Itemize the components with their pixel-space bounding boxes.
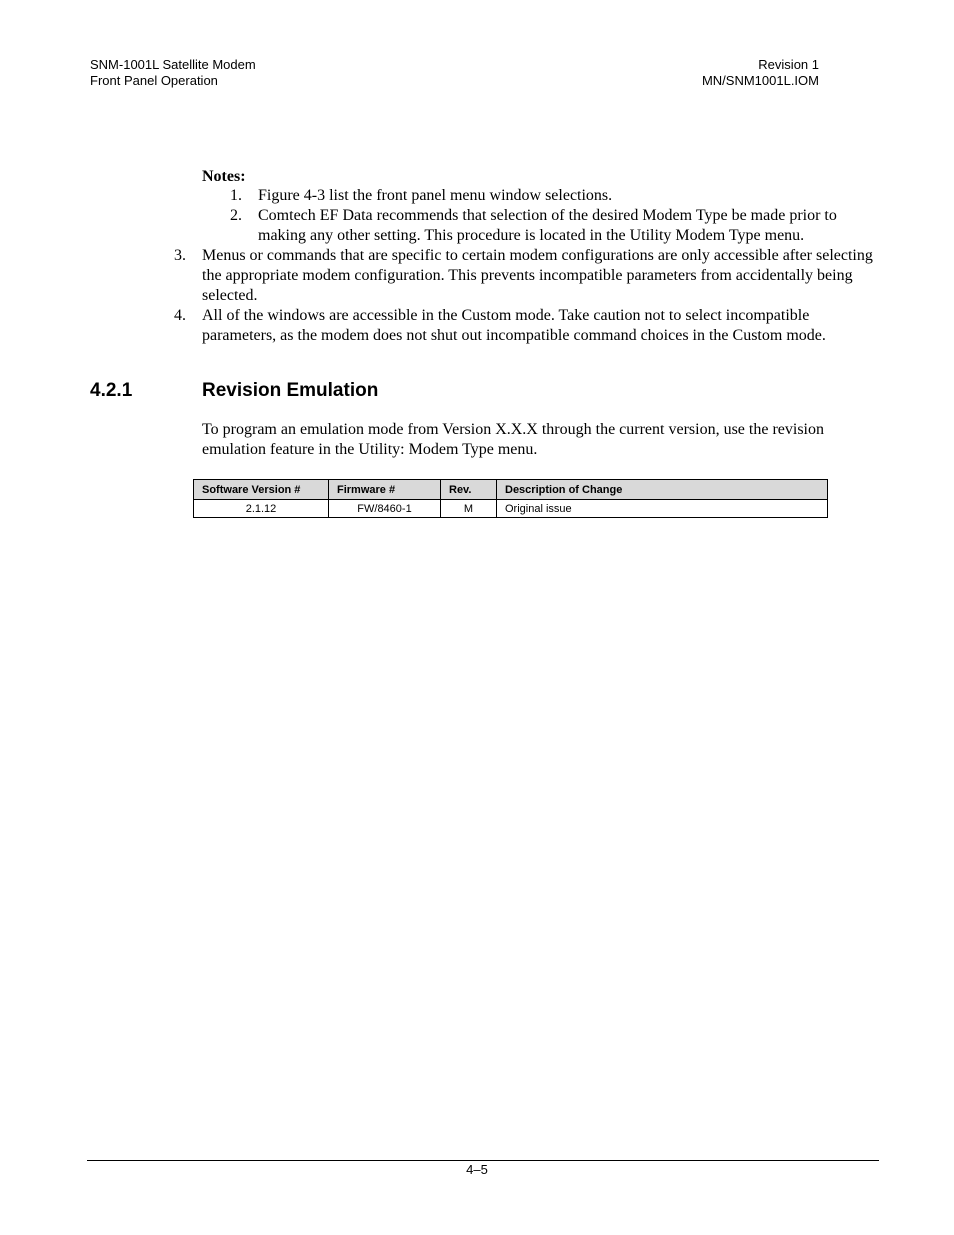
page-header-right bbox=[702, 57, 819, 89]
column-header-software-version: Software Version # bbox=[194, 480, 329, 500]
page-number: 4–5 bbox=[466, 1162, 488, 1177]
notes-list-outdented bbox=[174, 246, 874, 346]
revision-table bbox=[193, 479, 828, 518]
list-item bbox=[230, 186, 870, 206]
notes-heading: Notes: bbox=[202, 168, 246, 185]
column-header-firmware: Firmware # bbox=[329, 480, 441, 500]
column-header-rev: Rev. bbox=[441, 480, 497, 500]
document-number: MN/SNM1001L.IOM bbox=[701, 73, 819, 88]
list-item-text: Menus or commands that are specific to certain modem configurations are only accessible after selecting the appropriate modem configuration. This prevents incompatible parameters from accidentally being selected. bbox=[202, 247, 873, 304]
table-header-row bbox=[194, 480, 828, 500]
section-paragraph: To program an emulation mode from Version X.X.X through the current version, use the revision emulation feature in the Utility: Modem Type menu. bbox=[202, 421, 824, 458]
list-item bbox=[230, 206, 870, 246]
list-item bbox=[174, 306, 874, 346]
list-item-text: All of the windows are accessible in the Custom mode. Take caution not to select incompatible parameters, as the modem does not shut out incompatible command choices in the Custom mode. bbox=[202, 307, 826, 344]
cell-software-version: 2.1.12 bbox=[194, 500, 329, 518]
list-item-number: 3. bbox=[174, 247, 186, 264]
list-item-number: 2. bbox=[230, 207, 242, 224]
section-number: 4.2.1 bbox=[90, 380, 133, 401]
section-title: Revision Emulation bbox=[202, 380, 379, 401]
page-header-left bbox=[90, 57, 256, 89]
chapter-title: Front Panel Operation bbox=[90, 73, 218, 88]
list-item bbox=[174, 246, 874, 306]
list-item-number: 1. bbox=[230, 187, 242, 204]
revision-label: Revision 1 bbox=[758, 57, 819, 72]
list-item-text: Figure 4-3 list the front panel menu window selections. bbox=[258, 187, 613, 204]
notes-list-indented bbox=[230, 186, 870, 246]
footer-divider bbox=[87, 1160, 879, 1161]
cell-firmware: FW/8460-1 bbox=[329, 500, 441, 518]
list-item-number: 4. bbox=[174, 307, 186, 324]
column-header-description: Description of Change bbox=[497, 480, 828, 500]
table-row bbox=[194, 500, 828, 518]
list-item-text: Comtech EF Data recommends that selection of the desired Modem Type be made prior to making any other setting. This procedure is located in the Utility Modem Type menu. bbox=[258, 207, 837, 244]
cell-description: Original issue bbox=[497, 500, 828, 518]
document-title: SNM-1001L Satellite Modem bbox=[90, 57, 256, 72]
cell-rev: M bbox=[441, 500, 497, 518]
